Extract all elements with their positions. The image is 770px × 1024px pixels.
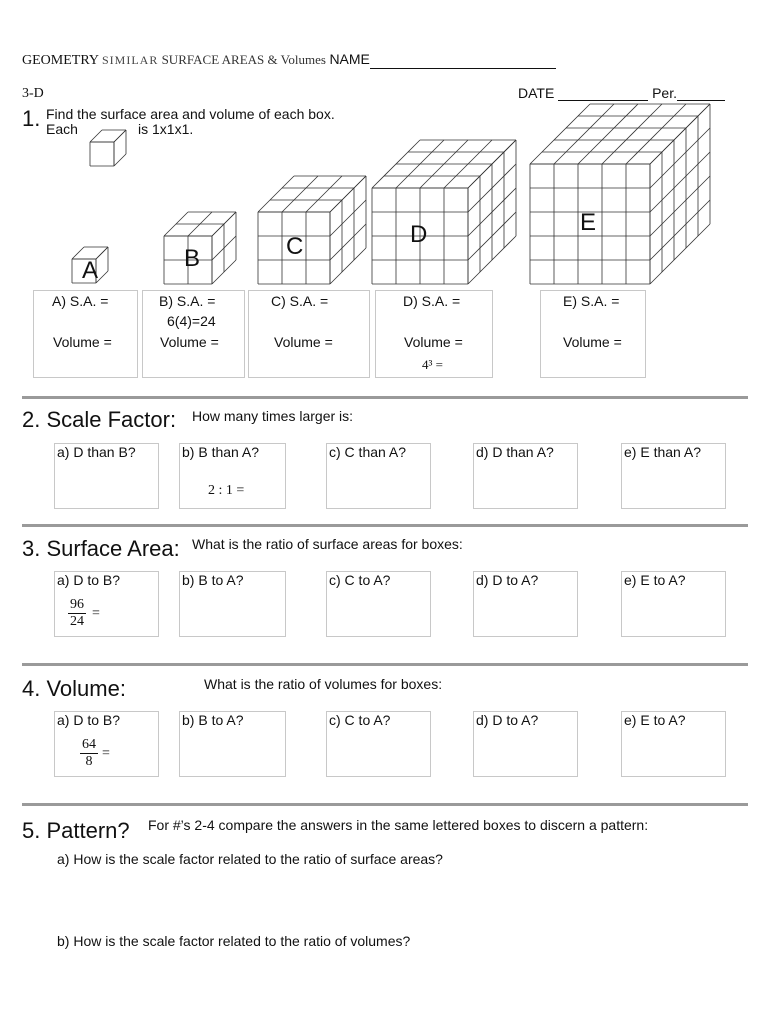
q4-fraction-numerator: 64: [82, 737, 96, 752]
date-label: DATE: [518, 85, 555, 101]
q4-item-a: a) D to B?: [57, 712, 121, 728]
cube-c-edge: [258, 176, 294, 212]
section-divider: [22, 396, 748, 399]
q1-each: Each: [46, 121, 78, 137]
cube-label-e: E: [580, 209, 597, 236]
cube-e-edge: [554, 104, 614, 164]
title-prefix: GEOMETRY: [22, 53, 102, 68]
cube-unit-edge: [114, 130, 126, 142]
q2-work-b: 2 : 1 =: [208, 483, 245, 498]
title-similar: SIMILAR: [101, 53, 159, 67]
volume-label-a: Volume =: [53, 334, 112, 350]
q1-answer-box-a[interactable]: [33, 290, 138, 378]
cube-label-a: A: [82, 257, 99, 284]
q3-prompt: What is the ratio of surface areas for boxes:: [192, 536, 463, 552]
volume-label-c: Volume =: [274, 334, 333, 350]
q4-item-c: c) C to A?: [329, 712, 391, 728]
cube-e-edge: [530, 104, 590, 164]
cube-c-edge: [330, 224, 366, 260]
q3-item-b: b) B to A?: [182, 572, 244, 588]
q2-prompt: How many times larger is:: [192, 408, 354, 424]
volume-label-e: Volume =: [563, 334, 622, 350]
worksheet-subtitle: 3-D: [22, 86, 44, 101]
cube-e-edge: [650, 152, 710, 212]
q2-title: 2. Scale Factor:: [22, 407, 177, 432]
volume-work-d: 4³ =: [422, 357, 443, 372]
cube-label-c: C: [286, 233, 304, 260]
cube-c-edge: [330, 248, 366, 284]
q3-fraction-numerator: 96: [70, 597, 84, 612]
q5-title: 5. Pattern?: [22, 818, 130, 843]
q1-answer-box-c[interactable]: [248, 290, 370, 378]
q4-fraction-equals: =: [102, 746, 110, 761]
cube-drawings: [0, 0, 770, 300]
cube-e-edge: [650, 128, 710, 188]
q4-fraction: [80, 737, 98, 770]
sa-label-b: B) S.A. =: [159, 293, 216, 309]
q5-prompt: For #’s 2-4 compare the answers in the same lettered boxes to discern a pattern:: [148, 817, 649, 833]
q3-item-d: d) D to A?: [476, 572, 539, 588]
cube-e-edge: [626, 104, 686, 164]
cube-e-edge: [650, 176, 710, 236]
cube-e-edge: [650, 224, 710, 284]
q3-fraction: [68, 597, 86, 630]
q3-item-a: a) D to B?: [57, 572, 121, 588]
section-divider: [22, 803, 748, 806]
q1-instruction: Find the surface area and volume of each box.: [46, 106, 335, 122]
cube-e-edge: [578, 104, 638, 164]
q3-item-c: c) C to A?: [329, 572, 391, 588]
q2-item-c: c) C than A?: [329, 444, 407, 460]
cube-unit-edge: [90, 130, 102, 142]
q2-item-d: d) D than A?: [476, 444, 554, 460]
cube-c-edge: [282, 176, 318, 212]
q1-answer-box-e[interactable]: [540, 290, 646, 378]
volume-label-d: Volume =: [404, 334, 463, 350]
q3-fraction-equals: =: [92, 606, 100, 621]
cube-c-edge: [330, 200, 366, 236]
sa-label-d: D) S.A. =: [403, 293, 461, 309]
q4-item-e: e) E to A?: [624, 712, 686, 728]
q4-item-b: b) B to A?: [182, 712, 244, 728]
cube-e-edge: [650, 200, 710, 260]
q4-title: 4. Volume:: [22, 676, 126, 701]
q1-is-unit: is 1x1x1.: [138, 121, 194, 137]
cube-unit-edge: [114, 154, 126, 166]
cube-e-edge: [602, 104, 662, 164]
q2-item-e: e) E than A?: [624, 444, 702, 460]
q1-answer-box-d[interactable]: [375, 290, 493, 378]
q2-item-a: a) D than B?: [57, 444, 136, 460]
sa-work-b: 6(4)=24: [167, 313, 216, 329]
name-label: NAME: [329, 51, 370, 67]
sa-label-a: A) S.A. =: [52, 293, 109, 309]
q3-fraction-denominator: 24: [70, 614, 84, 629]
cube-e-edge: [650, 104, 710, 164]
q5-question-a: a) How is the scale factor related to the ratio of surface areas?: [57, 851, 443, 867]
cube-c-edge: [306, 176, 342, 212]
cube-label-b: B: [184, 245, 201, 272]
q4-fraction-denominator: 8: [85, 754, 93, 769]
q4-prompt: What is the ratio of volumes for boxes:: [204, 676, 443, 692]
section-divider: [22, 663, 748, 666]
per-label: Per.: [652, 85, 677, 101]
q3-title: 3. Surface Area:: [22, 536, 180, 561]
q3-item-e: e) E to A?: [624, 572, 686, 588]
cube-c-edge: [330, 176, 366, 212]
sa-label-e: E) S.A. =: [563, 293, 620, 309]
cube-label-d: D: [410, 221, 428, 248]
q2-item-b: b) B than A?: [182, 444, 260, 460]
q1-answer-box-b[interactable]: [142, 290, 245, 378]
q4-item-d: d) D to A?: [476, 712, 539, 728]
section-divider: [22, 524, 748, 527]
q1-number: 1.: [22, 106, 41, 131]
q5-question-b: b) How is the scale factor related to the ratio of volumes?: [57, 933, 411, 949]
sa-label-c: C) S.A. =: [271, 293, 329, 309]
volume-label-b: Volume =: [160, 334, 219, 350]
title-suffix: SURFACE AREAS & Volumes: [158, 52, 326, 67]
